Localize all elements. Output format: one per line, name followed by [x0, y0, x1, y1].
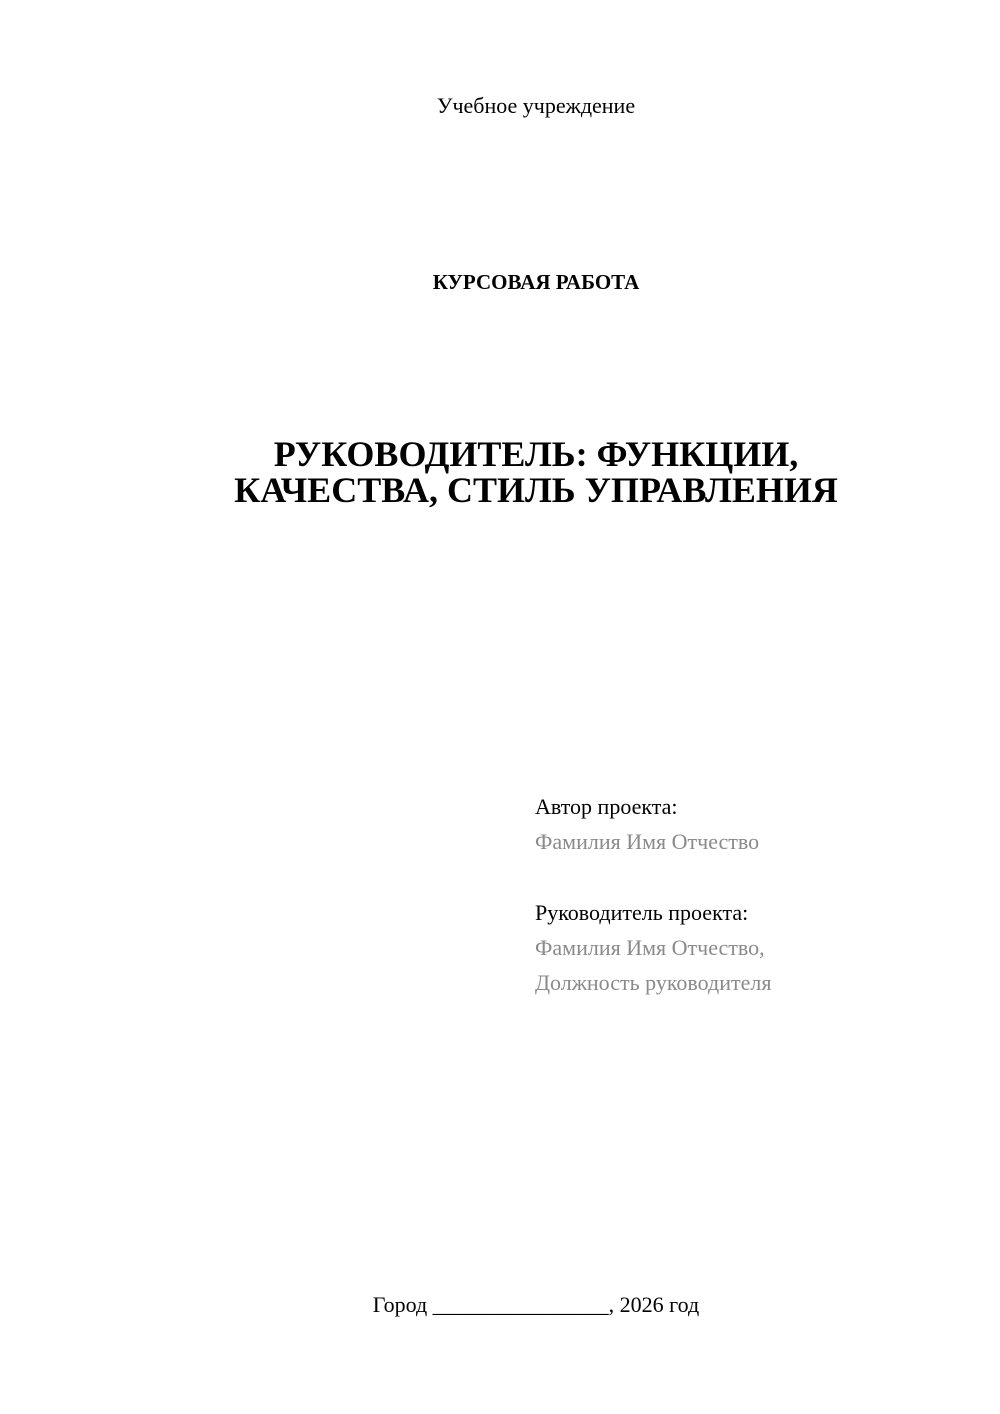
- supervisor-position: Должность руководителя: [535, 970, 772, 995]
- institution-name: Учебное учреждение: [436, 93, 636, 118]
- supervisor-label: Руководитель проекта:: [535, 900, 749, 925]
- document-title: [0, 436, 1000, 508]
- document-title-line-1: РУКОВОДИТЕЛЬ: ФУНКЦИИ,: [273, 434, 799, 474]
- document-type: КУРСОВАЯ РАБОТА: [432, 270, 640, 294]
- author-name: Фамилия Имя Отчество: [535, 829, 760, 854]
- document-title-line-2: КАЧЕСТВА, СТИЛЬ УПРАВЛЕНИЯ: [234, 470, 838, 510]
- meta-spacer: [535, 859, 771, 895]
- supervisor-name: Фамилия Имя Отчество,: [535, 935, 765, 960]
- project-meta-block: [535, 789, 771, 1000]
- city-year-line: Город ________________, 2026 год: [372, 1292, 700, 1317]
- author-label: Автор проекта:: [535, 794, 678, 819]
